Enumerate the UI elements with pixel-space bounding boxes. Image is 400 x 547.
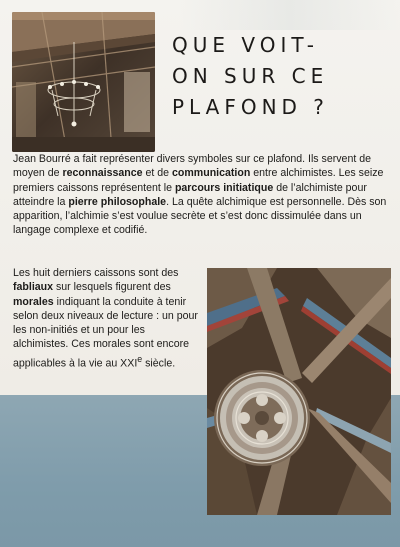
ceiling-photo-boss [207,268,391,515]
bold-term: fabliaux [13,281,54,294]
text-run: . La quête alchimique est personnelle. Dès son apparition, l’alchimie s’est voulue secrète et s’est donc dissimulée dans un langage complexe et codifié. [13,195,387,237]
bold-term: communication [172,167,251,180]
ceiling-photo-drawing [12,12,155,152]
title-line-1: QUE VOIT- [172,33,319,57]
text-run: sur lesquels figurent des [53,281,171,294]
glare [180,0,400,30]
text-run: de l’alchimiste pour atteindre la [13,181,367,208]
text-run: et de [142,167,173,180]
superscript: e [137,353,143,364]
text-run: Jean Bourré a fait représenter divers symboles sur ce plafond. Ils servent de moyen de [13,153,372,180]
bold-term: pierre philosophale [68,195,167,208]
text-run: Les huit derniers caissons sont des [13,267,179,279]
intro-paragraph [13,152,391,238]
title-line-2: ON SUR CE [172,64,329,88]
bold-term: morales [13,295,54,308]
page-title [172,30,392,123]
bold-term: parcours initiatique [174,181,274,194]
bold-term: reconnaissance [62,167,143,180]
fabliaux-paragraph [13,266,203,371]
ceiling-photo-chandelier [12,12,155,152]
text-run: entre alchimistes. Les seize premiers caissons représentent le [13,167,384,194]
ceiling-boss-drawing [207,268,391,515]
text-run: siècle. [142,357,176,370]
title-line-3: PLAFOND ? [172,95,329,119]
text-run: indiquant la conduite à tenir selon deux niveaux de lecture : un pour les non-initiés et un pour les alchimistes. Ces morales sont encore applicables à la vie au XXI [13,295,198,370]
